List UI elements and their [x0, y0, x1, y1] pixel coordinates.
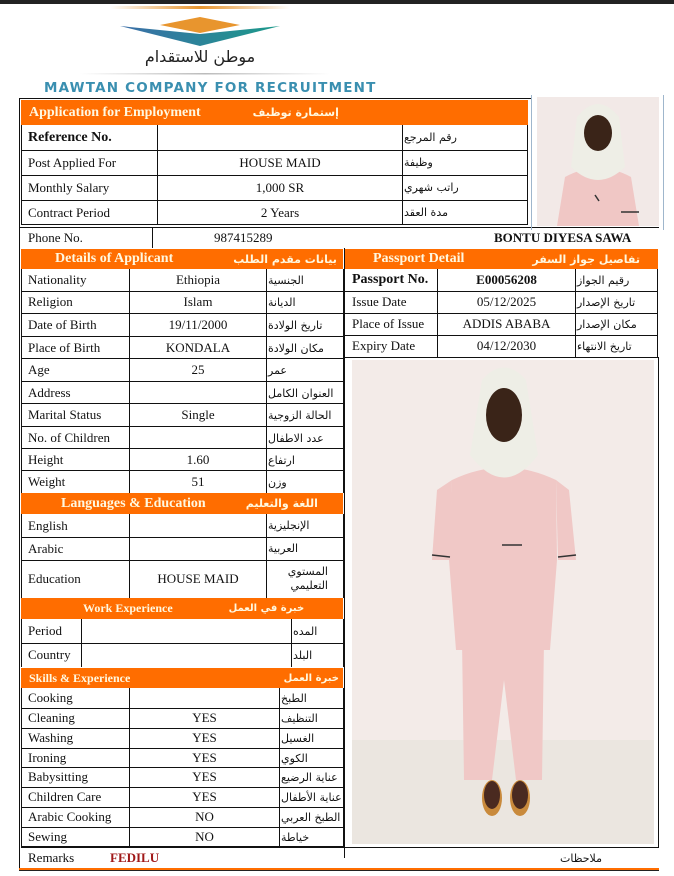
frame-right	[658, 357, 659, 847]
work-title-en: Work Experience	[83, 601, 173, 615]
skill-ironing-value: YES	[192, 750, 217, 765]
marital-value: Single	[181, 407, 215, 422]
skill-cooking-label: Cooking	[28, 690, 73, 705]
phone-value: 987415289	[214, 230, 273, 245]
issue-date-label-ar: تاريخ الإصدار	[577, 295, 636, 309]
divider	[19, 98, 531, 99]
remarks-label-ar: ملاحظات	[560, 851, 602, 865]
skill-sewing-value: NO	[195, 829, 214, 844]
dob-label-ar: تاريخ الولادة	[268, 318, 323, 332]
frame-left	[19, 98, 20, 868]
skill-babysitting-value: YES	[192, 769, 217, 784]
col-divider	[152, 228, 153, 248]
period-label-ar: المده	[293, 624, 318, 638]
skill-arabic-cooking-label: Arabic Cooking	[28, 809, 112, 824]
issue-date-value: 05/12/2025	[476, 294, 537, 309]
photo-frame	[531, 95, 532, 230]
age-value: 25	[191, 362, 205, 377]
photo-frame	[663, 95, 664, 230]
period-value	[82, 619, 291, 643]
skill-sewing-label: Sewing	[28, 829, 67, 844]
post-label: Post Applied For	[28, 154, 117, 170]
expiry-date-label-ar: تاريخ الانتهاء	[577, 339, 632, 353]
pob-value: KONDALA	[165, 340, 231, 355]
dob-label: Date of Birth	[28, 317, 97, 332]
skill-arabic-cooking-label-ar: الطبخ العربي	[281, 810, 341, 824]
address-value	[130, 382, 266, 404]
row-divider	[21, 313, 344, 314]
details-title-ar: بيانات مقدم الطلب	[233, 252, 337, 266]
remarks-value: FEDILU	[110, 850, 160, 865]
person-portrait-icon	[537, 97, 659, 226]
weight-value: 51	[191, 474, 205, 489]
skills-title-ar: خبرة العمل	[283, 672, 339, 684]
salary-label: Monthly Salary	[28, 179, 110, 195]
work-header	[21, 598, 343, 619]
passport-title-en: Passport Detail	[373, 251, 465, 266]
country-value	[82, 643, 291, 667]
application-title-ar: إستمارة توظيف	[252, 106, 339, 119]
country-label: Country	[28, 647, 71, 662]
row-divider	[21, 470, 344, 471]
height-label-ar: ارتفاع	[268, 453, 295, 467]
languages-title-ar: اللغة والتعليم	[245, 497, 318, 510]
passport-no-label: Passport No.	[352, 272, 429, 287]
skill-cooking-value	[130, 688, 279, 708]
skill-arabic-cooking-value: NO	[195, 809, 214, 824]
row-divider	[21, 403, 344, 404]
children-label: No. of Children	[28, 430, 110, 445]
reference-label: Reference No.	[28, 129, 112, 145]
applicant-name: BONTU DIYESA SAWA	[494, 230, 632, 245]
svg-text:موطن للاستقدام: موطن للاستقدام	[144, 47, 256, 66]
period-label: Period	[28, 623, 62, 638]
contract-value: 2 Years	[260, 204, 300, 220]
phone-label: Phone No.	[28, 230, 83, 245]
application-header	[21, 100, 528, 125]
row-divider	[21, 448, 344, 449]
religion-label: Religion	[28, 294, 73, 309]
passport-no-label-ar: رقيم الجواز	[577, 273, 630, 287]
arabic-value	[130, 537, 266, 560]
nationality-value: Ethiopia	[175, 272, 221, 287]
skill-washing-label: Washing	[28, 730, 74, 745]
skills-header	[21, 668, 343, 688]
education-label-ar: المستوي التعليمي	[287, 564, 328, 592]
post-label-ar: وظيفة	[404, 156, 433, 169]
skill-sewing-label-ar: خياطة	[281, 830, 310, 844]
salary-label-ar: راتب شهري	[404, 181, 459, 194]
passport-photo	[537, 97, 659, 226]
reference-value	[158, 125, 402, 150]
passport-title-ar: تفاصيل جواز السفر	[532, 252, 640, 266]
age-label-ar: عمر	[268, 363, 287, 377]
skill-babysitting-label: Babysitting	[28, 769, 88, 784]
place-of-issue-label: Place of Issue	[352, 316, 425, 331]
dob-value: 19/11/2000	[168, 317, 228, 332]
languages-header	[21, 493, 343, 514]
weight-label-ar: وزن	[268, 475, 287, 489]
row-divider	[21, 381, 344, 382]
details-title-en: Details of Applicant	[55, 251, 174, 266]
arabic-label-ar: العربية	[268, 542, 299, 555]
col-divider	[402, 125, 403, 225]
contract-label: Contract Period	[28, 204, 110, 220]
pob-label-ar: مكان الولادة	[268, 341, 324, 355]
skill-washing-value: YES	[192, 730, 217, 745]
remarks-label: Remarks	[28, 850, 75, 865]
english-value	[130, 514, 266, 537]
work-title-ar: خبرة في العمل	[228, 603, 305, 614]
full-body-photo	[352, 360, 654, 844]
skill-cooking-label-ar: الطبخ	[281, 691, 307, 705]
issue-date-label: Issue Date	[352, 294, 407, 309]
marital-label: Marital Status	[28, 407, 102, 422]
place-of-issue-value: ADDIS ABABA	[462, 316, 551, 331]
row-divider	[21, 336, 344, 337]
languages-title-en: Languages & Education	[61, 495, 206, 511]
arabic-label: Arabic	[28, 540, 64, 556]
person-full-body-icon	[352, 360, 654, 844]
nationality-label-ar: الجنسية	[268, 273, 304, 287]
religion-label-ar: الديانة	[268, 295, 296, 309]
age-label: Age	[28, 362, 50, 377]
salary-value: 1,000 SR	[255, 179, 305, 195]
english-label-ar: الإنجليزية	[268, 519, 310, 532]
skill-ironing-label-ar: الكوي	[281, 751, 308, 765]
weight-label: Weight	[28, 474, 66, 489]
address-label-ar: العنوان الكامل	[268, 386, 334, 400]
nationality-label: Nationality	[28, 272, 87, 287]
children-value	[130, 427, 266, 449]
row-divider	[21, 426, 344, 427]
children-label-ar: عدد الاطفال	[268, 431, 324, 445]
passport-header	[345, 249, 658, 269]
skill-babysitting-label-ar: عناية الرضيع	[281, 770, 338, 784]
top-border	[0, 0, 674, 4]
skill-children-care-value: YES	[192, 789, 217, 804]
row-divider	[21, 291, 344, 292]
mawtan-logo	[40, 6, 370, 78]
footer-bar	[19, 868, 659, 871]
col-divider	[266, 514, 267, 598]
company-name: MAWTAN COMPANY FOR RECRUITMENT	[44, 80, 377, 96]
skill-children-care-label-ar: عناية الأطفال	[281, 790, 342, 804]
row-divider	[345, 357, 658, 358]
religion-value: Islam	[183, 294, 213, 309]
expiry-date-label: Expiry Date	[352, 338, 416, 353]
english-label: English	[28, 517, 68, 533]
education-value: HOUSE MAID	[157, 570, 239, 586]
skill-cleaning-label-ar: التنظيف	[281, 711, 318, 725]
marital-label-ar: الحالة الزوجية	[268, 408, 332, 422]
address-label: Address	[28, 385, 71, 400]
height-value: 1.60	[186, 452, 210, 467]
skill-washing-label-ar: الغسيل	[281, 731, 315, 745]
contract-label-ar: مدة العقد	[404, 206, 448, 219]
application-title-en: Application for Employment	[29, 104, 201, 120]
expiry-date-value: 04/12/2030	[476, 338, 537, 353]
skill-ironing-label: Ironing	[28, 750, 67, 765]
skills-title-en: Skills & Experience	[29, 670, 131, 685]
skill-cleaning-label: Cleaning	[28, 710, 75, 725]
passport-no-value: E00056208	[476, 272, 537, 287]
row-divider	[21, 358, 344, 359]
skill-children-care-label: Children Care	[28, 789, 102, 804]
pob-label: Place of Birth	[28, 340, 101, 355]
country-label-ar: البلد	[293, 648, 313, 662]
place-of-issue-label-ar: مكان الإصدار	[577, 317, 637, 331]
reference-label-ar: رقم المرجع	[404, 131, 457, 144]
post-value: HOUSE MAID	[239, 154, 321, 170]
height-label: Height	[28, 452, 64, 467]
details-header	[21, 249, 343, 269]
education-label: Education	[28, 570, 81, 586]
skill-cleaning-value: YES	[192, 710, 217, 725]
